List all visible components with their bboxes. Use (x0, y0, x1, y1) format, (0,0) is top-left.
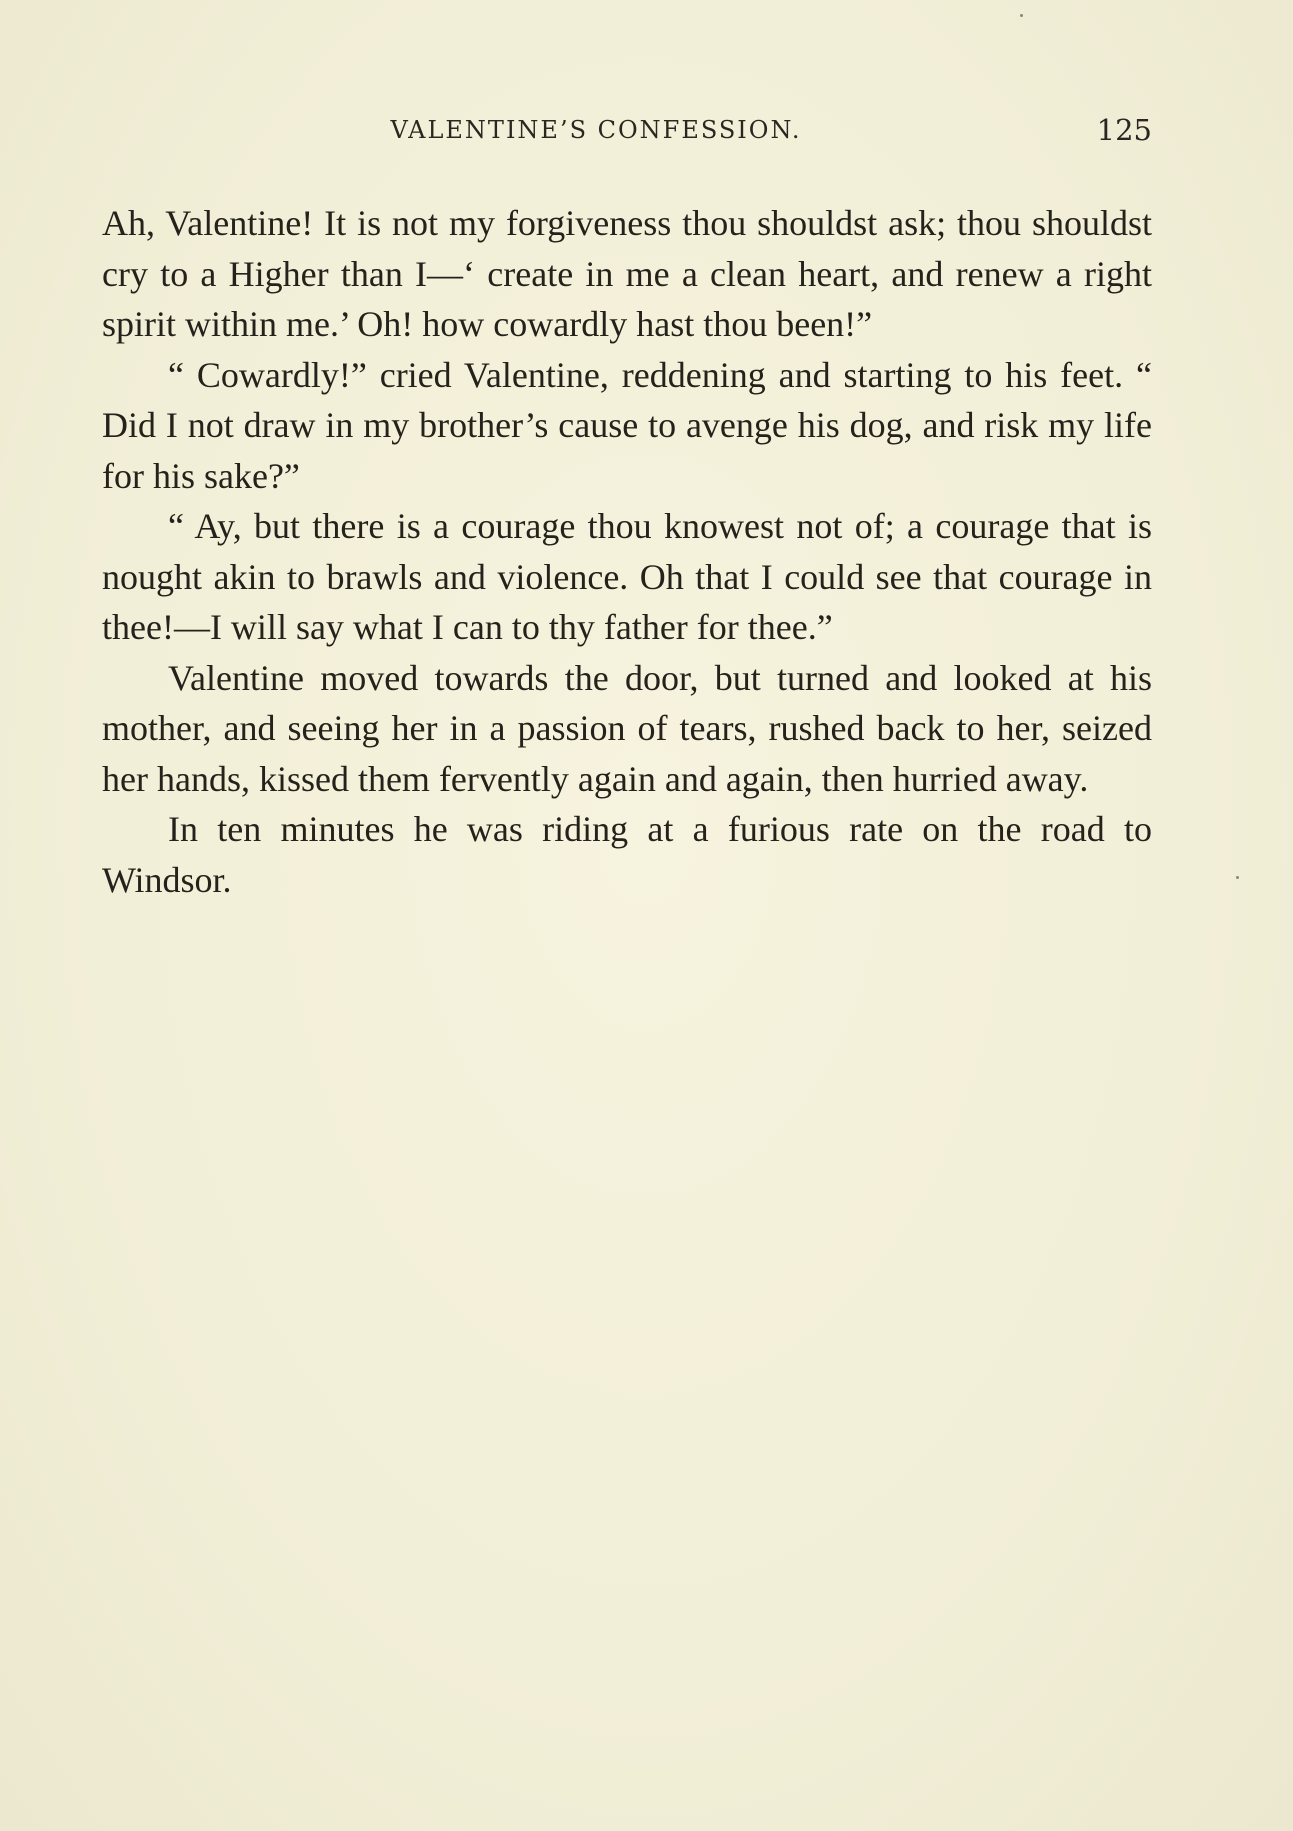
running-head (100, 113, 1152, 156)
chapter-title: VALENTINE’S CONFESSION. (390, 116, 802, 144)
paper-speck (1236, 876, 1239, 879)
body-text (102, 198, 1152, 905)
paragraph: Valentine moved towards the door, but turned and looked at his mother, and seeing her in a passion of tears, rushed back to her, seized her hands, kissed them fervently again and again, then hurried away. (102, 657, 1152, 799)
paragraph: “ Ay, but there is a courage thou knowest not of; a courage that is nought akin to brawls and violence. Oh that I could see that courage in thee!—I will say what I can to thy father for thee.” (102, 506, 1152, 647)
paragraph: “ Cowardly!” cried Valentine, reddening and starting to his feet. “ Did I not draw in my brother’s cause to avenge his dog, and risk my life for his sake?” (102, 354, 1152, 496)
paragraph: In ten minutes he was riding at a furious rate on the road to Windsor. (102, 809, 1152, 900)
page-number: 125 (1096, 113, 1152, 147)
paragraph: Ah, Valentine! It is not my forgiveness thou shouldst ask; thou shouldst cry to a Higher than I—‘ create in me a clean heart, and renew a right spirit within me.’ Oh! how cowardly hast thou been!” (102, 203, 1152, 344)
paper-speck (1020, 14, 1023, 17)
